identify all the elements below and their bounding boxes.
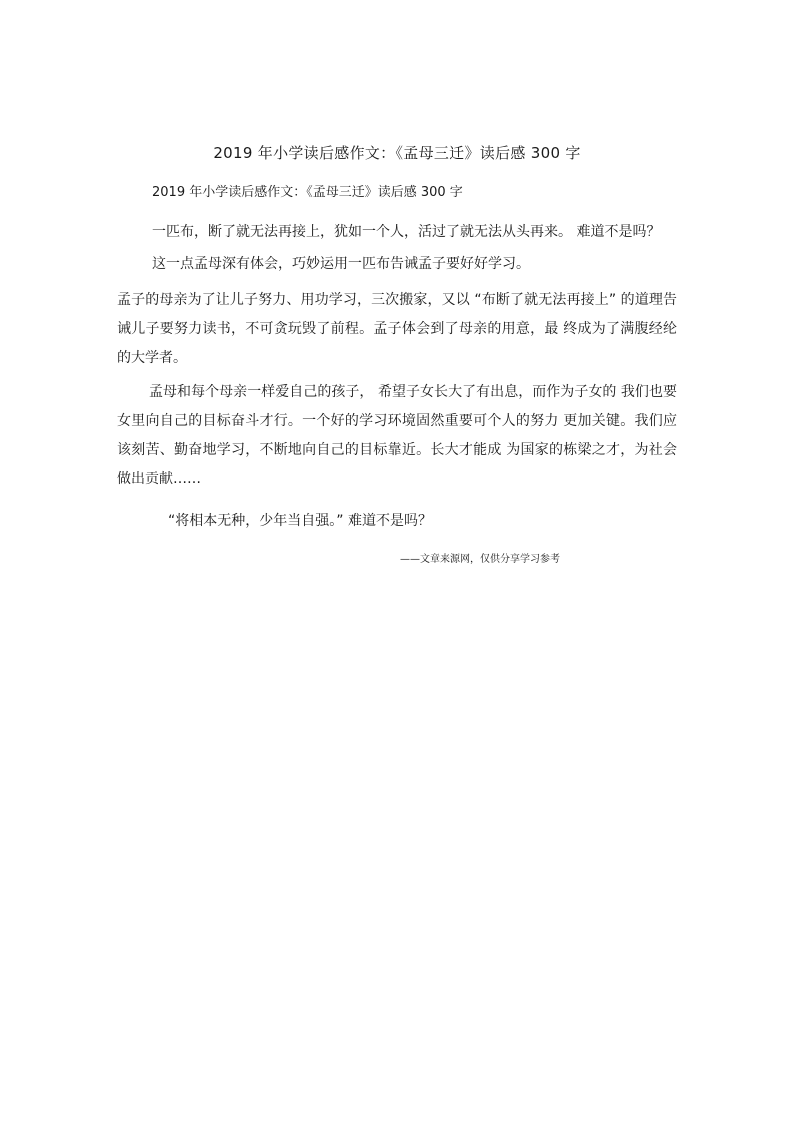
paragraph-1-line-1: 一匹布，断了就无法再接上，犹如一个人，活过了就无法从头再来。 难道不是吗？	[152, 224, 661, 240]
document-title: 2019 年小学读后感作文：《孟母三迁》读后感 300 字	[213, 144, 581, 162]
paragraph-1-line-2: 这一点孟母深有体会，巧妙运用一匹布告诫孟子要好好学习。	[152, 256, 530, 272]
paragraph-2: 孟子的母亲为了让儿子努力、用功学习，三次搬家，又以 “布断了就无法再接上” 的道理告诫儿子要努力读书，不可贪玩毁了前程。孟子体会到了母亲的用意，最 终成为了满腹经纶的大学者。	[117, 292, 677, 366]
closing-quote: “将相本无种，少年当自强。” 难道不是吗？	[168, 513, 432, 529]
source-note: ——文章来源网，仅供分享学习参考	[400, 554, 560, 565]
document-subtitle: 2019 年小学读后感作文：《孟母三迁》读后感 300 字	[152, 185, 463, 200]
paragraph-3: 孟母和每个母亲一样爱自己的孩子， 希望子女长大了有出息，而作为子女的 我们也要女里向自己的目标奋斗才行。一个好的学习环境固然重要可个人的努力 更加关键。我们应该刻苦、勤奋地学习，不断地向自己的目标靠近。长大才能成 为国家的栋梁之才，为社会做出贡献……	[117, 384, 677, 487]
